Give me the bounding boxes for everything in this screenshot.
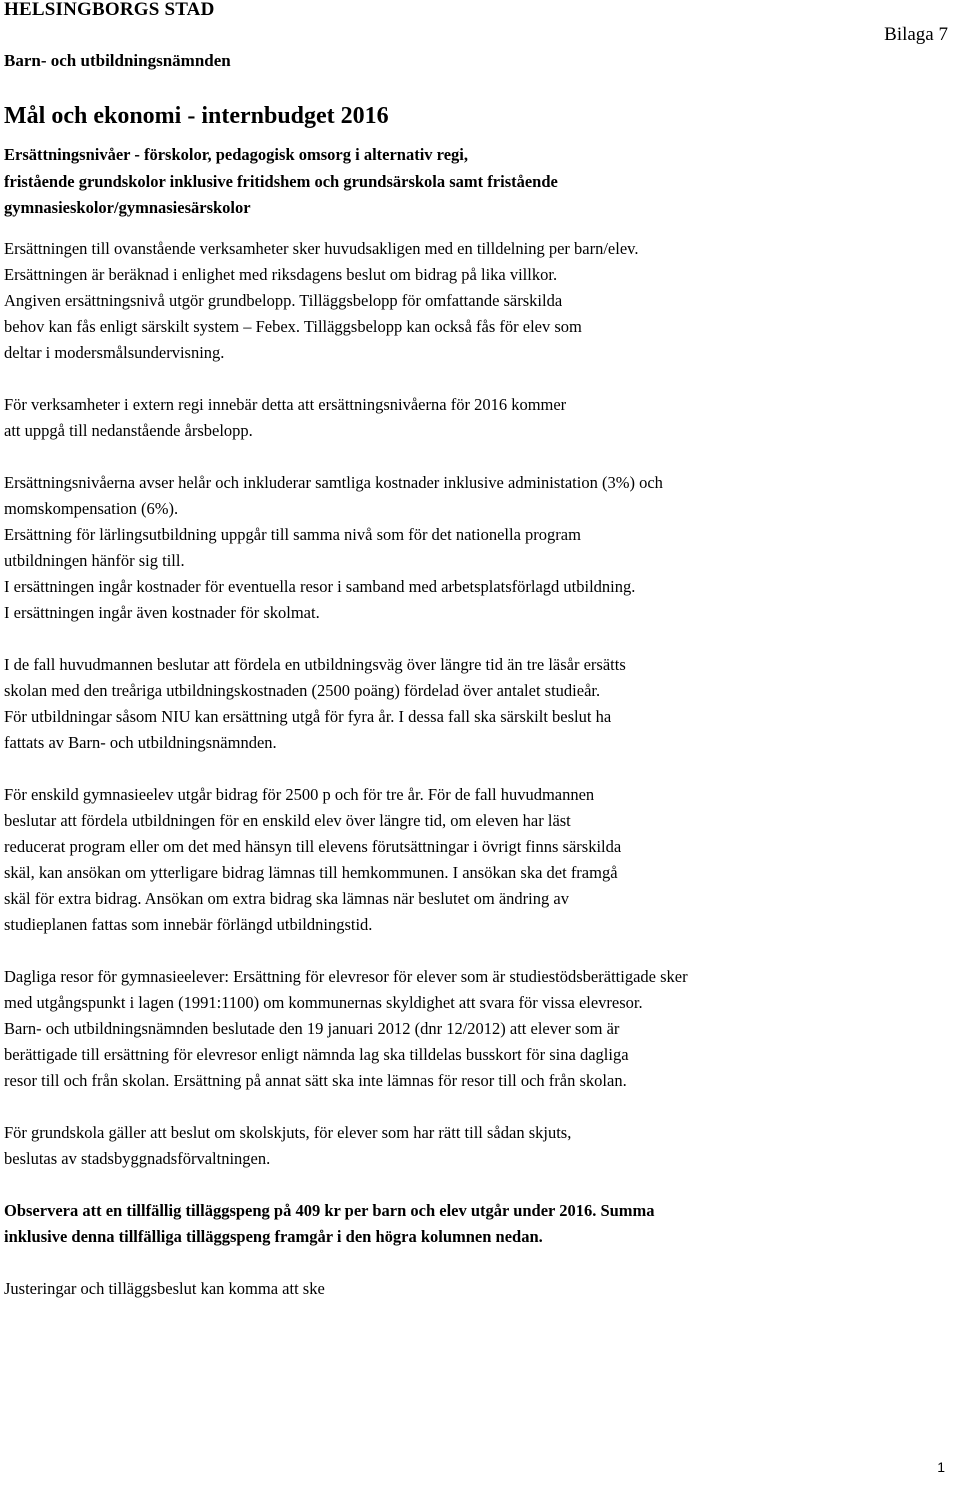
paragraph-line: beslutar att fördela utbildningen för en enskild elev över längre tid, om eleven har läst — [4, 811, 571, 830]
paragraph — [4, 1120, 904, 1172]
paragraph — [4, 782, 904, 938]
subtitle-line: gymnasieskolor/gymnasiesärskolor — [4, 198, 251, 217]
paragraph-line: inklusive denna tillfälliga tilläggspeng framgår i den högra kolumnen nedan. — [4, 1227, 543, 1246]
paragraph-line: reducerat program eller om det med hänsyn till elevens förutsättningar i övrigt finns särskilda — [4, 837, 622, 856]
paragraph-line: Ersättningen till ovanstående verksamheter sker huvudsakligen med en tilldelning per barn/elev. — [4, 239, 639, 258]
paragraph-line: För verksamheter i extern regi innebär detta att ersättningsnivåerna för 2016 kommer — [4, 395, 567, 414]
subtitle-line: fristående grundskolor inklusive fritidshem och grundsärskola samt fristående — [4, 171, 558, 191]
paragraph-line: skäl för extra bidrag. Ansökan om extra bidrag ska lämnas när beslutet om ändring av — [4, 889, 569, 908]
paragraph-line: skolan med den treåriga utbildningskostnaden (2500 poäng) fördelad över antalet studieår. — [4, 681, 601, 700]
paragraph-line: behov kan fås enligt särskilt system – Febex. Tilläggsbelopp kan också fås för elev som — [4, 317, 582, 336]
paragraph — [4, 1198, 904, 1250]
paragraph — [4, 236, 904, 366]
paragraph-line: studieplanen fattas som innebär förlängd utbildningstid. — [4, 915, 373, 934]
paragraph-line: Dagliga resor för gymnasieelever: Ersättning för elevresor för elever som är studiestödsberättigade sker — [4, 967, 688, 986]
committee-name: Barn- och utbildningsnämnden — [4, 51, 231, 70]
paragraph-line: Ersättningsnivåerna avser helår och inkluderar samtliga kostnader inklusive administation (3%) och — [4, 473, 663, 492]
paragraph-line: I de fall huvudmannen beslutar att fördela en utbildningsväg över längre tid än tre läsår ersätts — [4, 655, 626, 674]
paragraph-line: I ersättningen ingår kostnader för eventuella resor i samband med arbetsplatsförlagd utbildning. — [4, 577, 636, 596]
paragraph-line: berättigade till ersättning för elevresor enligt nämnda lag ska tilldelas busskort för sina dagliga — [4, 1045, 629, 1064]
paragraph-line: Ersättningen är beräknad i enlighet med riksdagens beslut om bidrag på lika villkor. — [4, 265, 558, 284]
paragraph-line: För utbildningar såsom NIU kan ersättning utgå för fyra år. I dessa fall ska särskilt beslut ha — [4, 707, 612, 726]
paragraph-line: skäl, kan ansökan om ytterligare bidrag lämnas till hemkommunen. I ansökan ska det framgå — [4, 863, 618, 882]
paragraph — [4, 1276, 904, 1302]
paragraph — [4, 392, 904, 444]
organization-name: HELSINGBORGS STAD — [4, 0, 215, 20]
paragraph-line: För grundskola gäller att beslut om skolskjuts, för elever som har rätt till sådan skjuts, — [4, 1123, 572, 1142]
paragraph-line: med utgångspunkt i lagen (1991:1100) om kommunernas skyldighet att svara för vissa elevresor. — [4, 993, 643, 1012]
paragraph-line: resor till och från skolan. Ersättning på annat sätt ska inte lämnas för resor till och från skolan. — [4, 1071, 627, 1090]
paragraph-line: Ersättning för lärlingsutbildning uppgår till samma nivå som för det nationella program — [4, 525, 581, 544]
attachment-label: Bilaga 7 — [884, 24, 948, 45]
paragraph-line: Angiven ersättningsnivå utgör grundbelopp. Tilläggsbelopp för omfattande särskilda — [4, 291, 563, 310]
document-subtitle — [4, 142, 764, 222]
paragraph-line: Barn- och utbildningsnämnden beslutade den 19 januari 2012 (dnr 12/2012) att elever som är — [4, 1019, 620, 1038]
paragraph — [4, 470, 904, 626]
paragraph-line: fattats av Barn- och utbildningsnämnden. — [4, 733, 277, 752]
paragraph — [4, 964, 904, 1094]
paragraph-line: För enskild gymnasieelev utgår bidrag för 2500 p och för tre år. För de fall huvudmannen — [4, 785, 595, 804]
paragraph-line: deltar i modersmålsundervisning. — [4, 343, 225, 362]
paragraph-line: beslutas av stadsbyggnadsförvaltningen. — [4, 1149, 271, 1168]
document-body — [4, 236, 904, 1328]
document-title: Mål och ekonomi - internbudget 2016 — [4, 103, 389, 129]
paragraph-line: momskompensation (6%). — [4, 499, 179, 518]
paragraph-line: Observera att en tillfällig tilläggspeng på 409 kr per barn och elev utgår under 2016. Summa — [4, 1201, 655, 1220]
paragraph-line: I ersättningen ingår även kostnader för skolmat. — [4, 603, 320, 622]
paragraph-line: Justeringar och tilläggsbeslut kan komma att ske — [4, 1279, 325, 1298]
subtitle-line: Ersättningsnivåer - förskolor, pedagogisk omsorg i alternativ regi, — [4, 145, 468, 164]
paragraph — [4, 652, 904, 756]
paragraph-line: utbildningen hänför sig till. — [4, 551, 185, 570]
page-number: 1 — [937, 1459, 945, 1475]
paragraph-line: att uppgå till nedanstående årsbelopp. — [4, 421, 253, 440]
